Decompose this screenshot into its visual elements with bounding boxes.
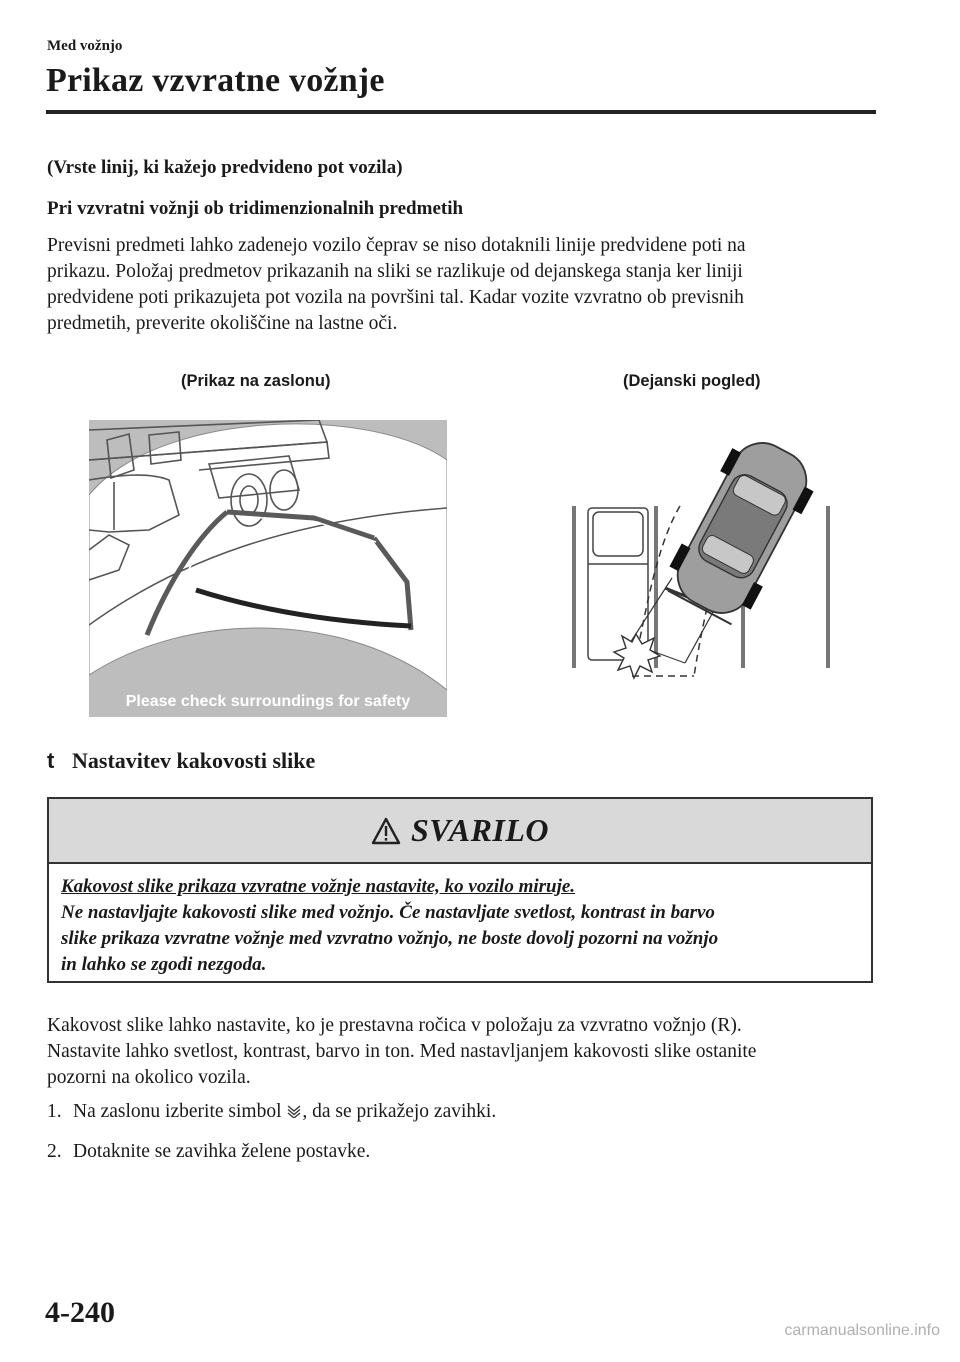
step-text: Dotaknite se zavihka želene postavke. <box>73 1141 371 1162</box>
screen-view-illustration <box>89 420 447 717</box>
body-line: Nastavite lahko svetlost, kontrast, barvo in ton. Med nastavljanjem kakovosti slike ostanite <box>47 1041 757 1062</box>
intro-line: prikazu. Položaj predmetov prikazanih na sliki se razlikuje od dejanskega stanja ker liniji <box>47 261 743 282</box>
warning-line: Ne nastavljajte kakovosti slike med vožnjo. Če nastavljate svetlost, kontrast in barvo <box>61 902 715 923</box>
page-number: 4-240 <box>45 1296 115 1329</box>
subhead-line-types: (Vrste linij, ki kažejo predvideno pot vozila) <box>47 157 403 178</box>
step-1 <box>47 1099 496 1125</box>
step-text-after: , da se prikažejo zavihki. <box>302 1101 497 1122</box>
chevron-down-icon <box>287 1104 301 1118</box>
screen-view-drawing <box>89 420 447 717</box>
title-rule <box>46 110 876 114</box>
screen-safety-message: Please check surroundings for safety <box>125 693 411 710</box>
intro-line: predvidene poti prikazujeta pot vozila na površini tal. Kadar vozite vzvratno ob previsnih <box>47 287 744 308</box>
reversing-car-drawing <box>659 438 824 629</box>
section-label: Med vožnjo <box>47 38 123 54</box>
intro-line: Previsni predmeti lahko zadenejo vozilo čeprav se niso dotaknili linije predvidene poti na <box>47 235 746 256</box>
intro-paragraph <box>47 233 877 337</box>
intro-line: predmetih, preverite okoliščine na lastne oči. <box>47 313 398 334</box>
warning-line: in lahko se zgodi nezgoda. <box>61 954 267 975</box>
actual-caption: (Dejanski pogled) <box>623 372 761 390</box>
screen-caption: (Prikaz na zaslonu) <box>181 372 331 390</box>
body-paragraph <box>47 1013 877 1091</box>
step-number: 2. <box>47 1141 62 1162</box>
warning-box <box>47 797 873 983</box>
watermark: carmanualsonline.info <box>784 1322 940 1339</box>
warning-lead: Kakovost slike prikaza vzvratne vožnje nastavite, ko vozilo miruje. <box>61 876 576 897</box>
step-number: 1. <box>47 1101 62 1122</box>
actual-view-illustration <box>560 438 850 688</box>
section-heading: Nastavitev kakovosti slike <box>72 748 316 773</box>
warning-triangle-icon <box>371 817 401 845</box>
parked-truck-drawing <box>588 508 648 660</box>
step-text: Na zaslonu izberite simbol <box>73 1101 282 1122</box>
warning-title: SVARILO <box>410 812 550 848</box>
page-title: Prikaz vzvratne vožnje <box>46 62 385 99</box>
warning-header <box>49 799 871 864</box>
step-2 <box>47 1139 370 1165</box>
subhead-3d-objects: Pri vzvratni vožnji ob tridimenzionalnih predmetih <box>47 198 464 219</box>
warning-line: slike prikaza vzvratne vožnje med vzvratno vožnjo, ne boste dovolj pozorni na vožnjo <box>61 928 719 949</box>
body-line: Kakovost slike lahko nastavite, ko je prestavna ročica v položaju za vzvratno vožnjo (R). <box>47 1015 742 1036</box>
body-line: pozorni na okolico vozila. <box>47 1067 251 1088</box>
section-bullet: t <box>47 748 55 773</box>
warning-body <box>49 864 871 978</box>
